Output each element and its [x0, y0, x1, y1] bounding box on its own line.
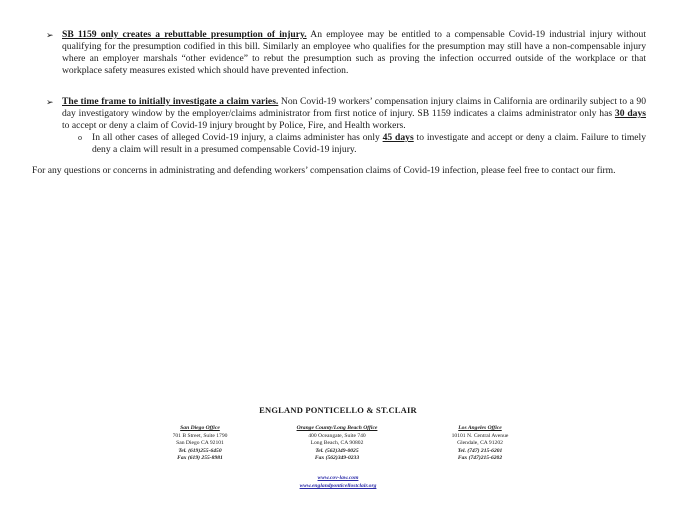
office-telephone: Tel. (747) 215-6201: [457, 447, 503, 454]
office-fax: Fax (562)349-0233: [314, 455, 360, 462]
footer-links: [0, 474, 676, 490]
bullet-body-pre: Non Covid-19 workers’ compensation injury claims in California are ordinarily subject to a 90 day investigatory window by the employer/claims administrator from first notice of injury. SB 1159 indicates a claims administrator only has: [62, 96, 646, 119]
website-link-cov-law[interactable]: www.cov-law.com: [317, 475, 359, 481]
firm-name: ENGLAND PONTICELLO & ST.CLAIR: [259, 405, 417, 415]
office-san-diego: [150, 425, 250, 463]
office-address-line1: 400 Oceangate, Suite 740: [308, 432, 366, 439]
closing-paragraph: For any questions or concerns in administrating and defending workers’ compensation claims of Covid-19 infection, please feel free to contact our firm.: [32, 165, 616, 176]
sub-bullet-post: to investigate and accept or deny a claim. Failure to timely deny a claim will result in a presumed compensable Covid-19 injury.: [92, 132, 646, 155]
forty-five-days-emphasis: 45 days: [382, 132, 414, 143]
arrow-bullet-icon: ➢: [46, 97, 54, 107]
office-telephone: Tel. (562)349-0025: [315, 447, 359, 454]
bullet-text: [62, 96, 646, 132]
office-orange-county-long-beach: [275, 425, 399, 463]
thirty-days-emphasis: 30 days: [614, 108, 647, 119]
office-address-line1: 10101 N. Central Avenue: [451, 432, 509, 439]
office-fax: Fax (747)215-6202: [457, 455, 503, 462]
office-address-line2: San Diego CA 92101: [176, 440, 224, 447]
circle-bullet-icon: o: [78, 133, 82, 142]
office-name: San Diego Office: [180, 425, 220, 431]
sub-bullet-text: [92, 132, 646, 156]
office-name: Orange County/Long Beach Office: [296, 425, 378, 431]
bullet-body-post: to accept or deny a claim of Covid-19 injury brought by Police, Fire, and Health workers.: [62, 120, 406, 131]
office-telephone: Tel. (619)255-6450: [178, 447, 222, 454]
office-address-line1: 701 B Street, Suite 1790: [172, 432, 228, 439]
sub-bullet-pre: In all other cases of alleged Covid-19 injury, a claims administer has only: [92, 132, 383, 143]
bullet-text: [62, 29, 646, 77]
office-fax: Fax (619) 255-8981: [177, 455, 223, 462]
office-los-angeles: [430, 425, 530, 463]
arrow-bullet-icon: ➢: [46, 30, 54, 40]
office-name: Los Angeles Office: [458, 425, 502, 431]
office-address-line2: Long Beach, CA 90802: [310, 440, 364, 447]
bullet-heading: The time frame to initially investigate a claim varies.: [62, 96, 279, 107]
bullet-body: An employee may be entitled to a compensable Covid-19 industrial injury without qualifying for the presumption codified in this bill. Similarly an employee who qualifies for the presumption may still have a non-compensable injury where an employer marshals “other evidence” to rebut the presumption such as proving the infection occurred outside of the workplace or that workplace safety measures existed which should have prevented infection.: [62, 29, 646, 76]
office-address-line2: Glendale, CA 91202: [457, 440, 503, 447]
website-link-firm[interactable]: www.englandponticellostclair.org: [299, 483, 377, 489]
bullet-heading: SB 1159 only creates a rebuttable presumption of injury.: [62, 29, 307, 40]
